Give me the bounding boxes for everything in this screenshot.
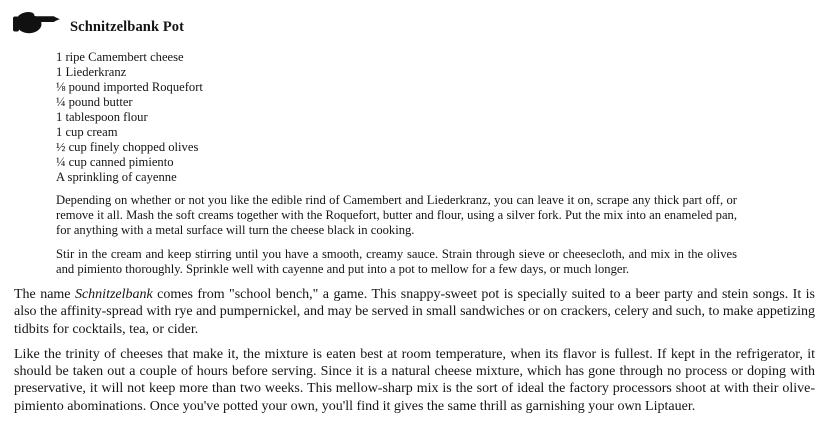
ingredient-item: 1 tablespoon flour — [56, 110, 148, 124]
pointing-hand-icon — [12, 8, 62, 36]
commentary-text-suffix: comes from "school bench," a game. This snappy-sweet pot is specially suited to a beer party and stein songs. It is also the affinity-spread with rye and pumpernickel, and may be served in small sandwiches or on crackers, celery and such, to make appetizing tidbits for cocktails, tea, or cider. — [14, 287, 815, 337]
commentary-paragraph-1 — [14, 286, 815, 338]
recipe-header — [12, 8, 815, 36]
ingredient-item: ½ cup finely chopped olives — [56, 140, 199, 154]
recipe-name-italic: Schnitzelbank — [74, 287, 153, 302]
instruction-paragraph: Depending on whether or not you like the edible rind of Camembert and Liederkranz, you can leave it on, scrape any thick part off, or remove it all. Mash the soft creams together with the Roquefort, butter and flour, using a silver fork. Put the mix into an enameled pan, for anything with a metal surface will turn the cheese black in cooking. — [56, 193, 737, 237]
ingredient-item: A sprinkling of cayenne — [56, 170, 177, 184]
commentary-section — [14, 286, 815, 415]
recipe-body — [56, 50, 737, 277]
ingredient-list — [56, 50, 737, 185]
ingredient-item: ⅛ pound imported Roquefort — [56, 80, 203, 94]
ingredient-item: 1 ripe Camembert cheese — [56, 50, 184, 64]
ingredient-item: ¼ cup canned pimiento — [56, 155, 174, 169]
commentary-text-prefix: The name — [14, 287, 75, 302]
ingredient-item: ¼ pound butter — [56, 95, 133, 109]
ingredient-item: 1 Liederkranz — [56, 65, 127, 79]
instruction-paragraph: Stir in the cream and keep stirring until you have a smooth, creamy sauce. Strain through sieve or cheesecloth, and mix in the olives and pimiento thoroughly. Sprinkle well with cayenne and put into a pot to mellow for a few days, or much longer. — [56, 247, 737, 276]
ingredient-item: 1 cup cream — [56, 125, 118, 139]
recipe-title: Schnitzelbank Pot — [70, 18, 185, 35]
instruction-paragraphs — [56, 193, 737, 277]
commentary-paragraph-2: Like the trinity of cheeses that make it, the mixture is eaten best at room temperature, when its flavor is fullest. If kept in the refrigerator, it should be taken out a couple of hours before serving. Since it is a natural cheese mixture, which has gone through no process or doping with preservative, it will not keep more than two weeks. This mellow-sharp mix is the sort of ideal the factory processors shoot at with their olive-pimiento abominations. Once you've potted your own, you'll find it gives the same thrill as garnishing your own Liptauer. — [14, 346, 815, 414]
